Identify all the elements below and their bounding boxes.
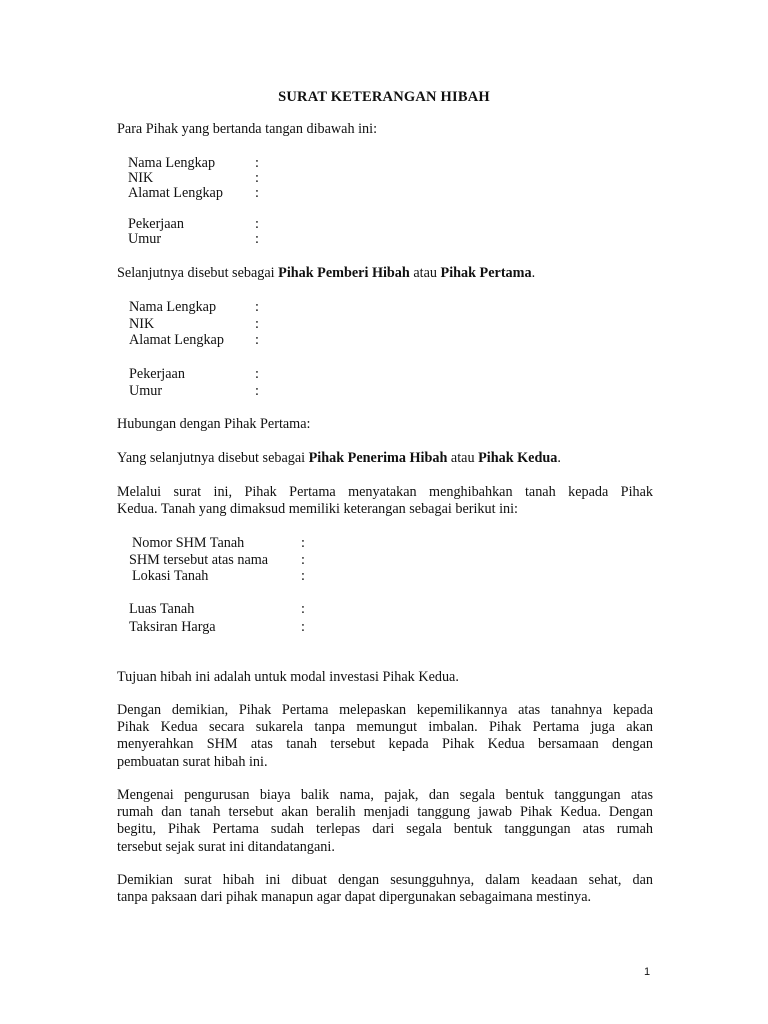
land-area-sep: : [301,601,305,617]
party1-age-label: Umur [128,231,162,247]
party2-address-sep: : [255,332,259,348]
costs-line: begitu, Pihak Pertama sudah terlepas dari segala bentuk tanggungan atas rumah [117,821,653,838]
closing-paragraph [117,872,653,906]
party1-name-label: Nama Lengkap [128,155,216,171]
costs-line: tersebut sejak surat ini ditandatangani. [117,838,335,855]
party1-statement-post: . [531,265,536,281]
release-line: pembuatan surat hibah ini. [117,753,268,770]
land-location-sep: : [301,568,305,584]
land-price-sep: : [301,619,305,635]
party2-job-label: Pekerjaan [129,366,185,382]
party1-statement-mid: atau [409,265,441,281]
party2-address-label: Alamat Lengkap [129,332,224,348]
page-number: 1 [644,966,651,978]
party2-statement-post: . [557,450,561,466]
party1-nik-label: NIK [128,170,154,186]
land-intro-line: Melalui surat ini, Pihak Pertama menyatakan menghibahkan tanah kepada Pihak [117,484,653,500]
land-shm-number-label: Nomor SHM Tanah [132,535,245,551]
party1-name-sep: : [255,155,259,171]
party1-role-first: Pihak Pertama [440,265,532,281]
closing-line: tanpa paksaan dari pihak manapun agar dapat dipergunakan sebagaimana mestinya. [117,889,592,906]
intro-text: Para Pihak yang bertanda tangan dibawah ini: [117,121,378,137]
party1-job-label: Pekerjaan [128,216,184,232]
release-line: Pihak Kedua secara sukarela tanpa memungut imbalan. Pihak Pertama juga akan [117,719,653,736]
party1-nik-sep: : [255,170,259,186]
land-location-label: Lokasi Tanah [132,568,209,584]
closing-line: Demikian surat hibah ini dibuat dengan sesungguhnya, dalam keadaan sehat, dan [117,872,653,888]
release-line: Dengan demikian, Pihak Pertama melepaskan kepemilikannya atas tanahnya kepada [117,702,653,718]
party2-age-label: Umur [129,383,163,399]
land-shm-owner-sep: : [301,552,305,568]
party2-name-sep: : [255,299,259,315]
party2-nik-sep: : [255,316,259,332]
party1-statement [117,265,535,282]
party2-statement [117,450,561,467]
party1-address-label: Alamat Lengkap [128,185,223,201]
party1-job-sep: : [255,216,259,232]
costs-line: rumah dan tanah tersebut akan beralih menjadi tanggung jawab Pihak Kedua. Dengan [117,804,653,821]
land-shm-number-sep: : [301,535,305,551]
land-area-label: Luas Tanah [129,601,195,617]
land-price-label: Taksiran Harga [129,619,216,635]
party2-role-receiver: Pihak Penerima Hibah [308,450,448,466]
party2-relation: Hubungan dengan Pihak Pertama: [117,416,311,432]
party2-statement-mid: atau [447,450,479,466]
party2-job-sep: : [255,366,259,382]
purpose-text: Tujuan hibah ini adalah untuk modal investasi Pihak Kedua. [117,669,459,685]
party1-role-giver: Pihak Pemberi Hibah [278,265,410,281]
party1-statement-pre: Selanjutnya disebut sebagai [117,265,279,281]
release-line: menyerahkan SHM atas tanah tersebut kepada Pihak Kedua bersamaan dengan [117,736,653,753]
land-intro-line: Kedua. Tanah yang dimaksud memiliki keterangan sebagai berikut ini: [117,501,519,518]
document-title: SURAT KETERANGAN HIBAH [278,89,490,105]
costs-line: Mengenai pengurusan biaya balik nama, pajak, dan segala bentuk tanggungan atas [117,787,653,803]
land-shm-owner-label: SHM tersebut atas nama [129,552,269,568]
release-paragraph [117,702,653,771]
party2-role-second: Pihak Kedua [478,450,558,466]
land-intro-paragraph [117,484,653,518]
party2-nik-label: NIK [129,316,155,332]
party2-age-sep: : [255,383,259,399]
costs-paragraph [117,787,653,856]
party1-age-sep: : [255,231,259,247]
party1-address-sep: : [255,185,259,201]
party2-name-label: Nama Lengkap [129,299,217,315]
party2-statement-pre: Yang selanjutnya disebut sebagai [117,450,309,466]
